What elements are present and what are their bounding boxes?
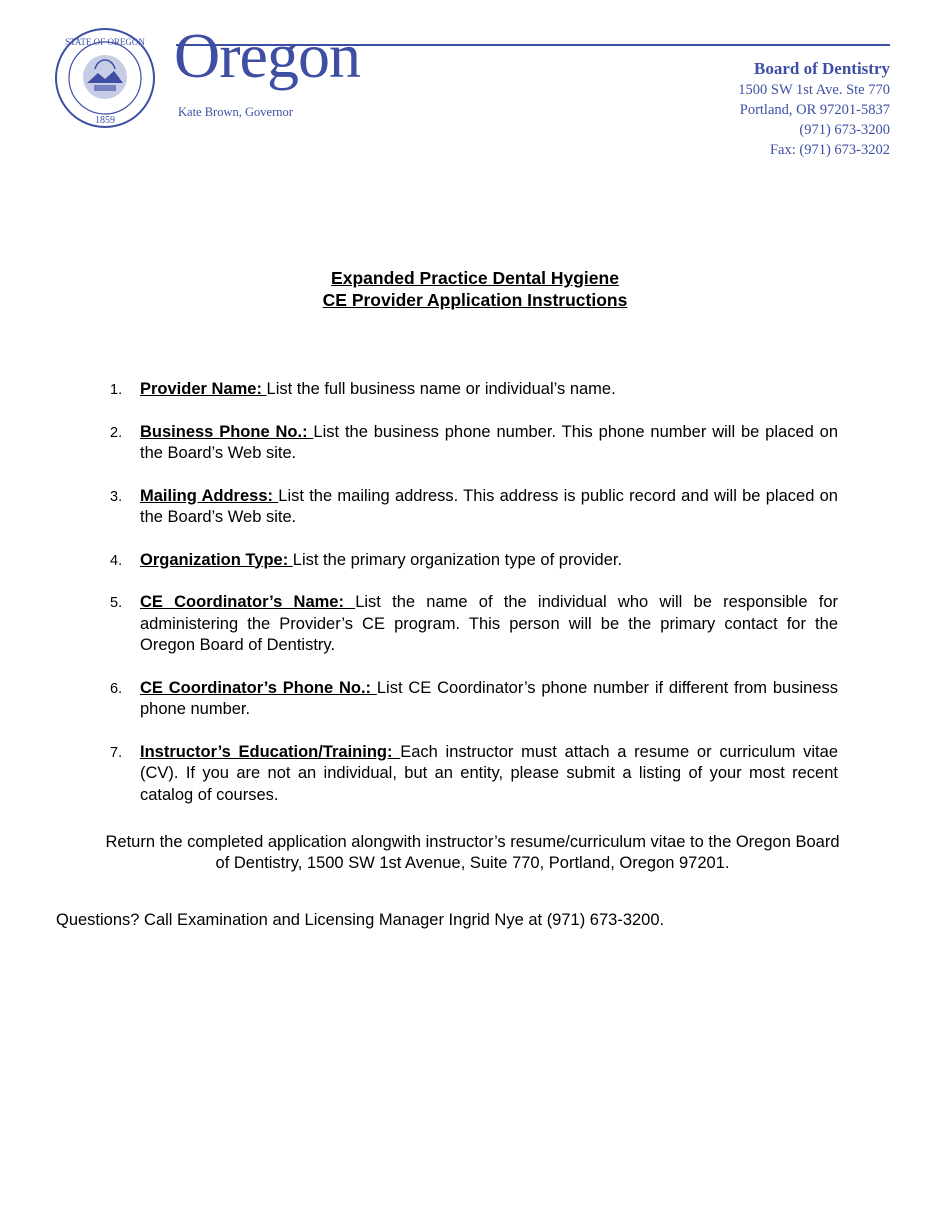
item-term: Mailing Address:: [140, 486, 279, 505]
title-line-1: Expanded Practice Dental Hygiene: [331, 268, 619, 288]
item-term: Organization Type:: [140, 550, 293, 569]
item-term: Provider Name:: [140, 380, 267, 398]
item-term: CE Coordinator’s Name:: [140, 593, 356, 611]
title-line-2: CE Provider Application Instructions: [322, 290, 628, 310]
board-contact-block: [738, 58, 890, 160]
board-name: Board of Dentistry: [754, 59, 890, 78]
list-item: [110, 422, 838, 465]
address-line-2: Portland, OR 97201-5837: [739, 102, 890, 118]
return-instructions: Return the completed application alongwith instructor’s resume/curriculum vitae to the Oregon Board of Dentistry, 1500 SW 1st Avenue, Suite 770, Portland, Oregon 97201.: [105, 833, 840, 872]
item-number: 5.: [110, 595, 123, 611]
oregon-logo: Oregon: [174, 20, 360, 91]
list-item: [110, 592, 838, 657]
item-number: 3.: [110, 488, 123, 505]
item-number: 2.: [110, 424, 123, 441]
address-line-1: 1500 SW 1st Ave. Ste 770: [738, 82, 890, 98]
item-number: 1.: [110, 382, 123, 398]
item-term: Business Phone No.:: [140, 422, 314, 441]
seal-year: 1859: [95, 115, 115, 126]
item-text: List the name of the individual who will be responsible for administering the Provider’s CE program. This person will be the primary contact for the Oregon Board of Dentistry.: [140, 593, 838, 654]
state-seal-icon: [54, 27, 156, 129]
item-text: Each instructor must attach a resume or curriculum vitae (CV). If you are not an individual, but an entity, please submit a listing of your most recent catalog of courses.: [140, 742, 838, 804]
governor-name: Kate Brown, Governor: [178, 105, 293, 119]
item-term: CE Coordinator’s Phone No.:: [140, 678, 377, 697]
board-fax: Fax: (971) 673-3202: [769, 142, 890, 158]
list-item: [110, 379, 838, 401]
item-text: List the mailing address. This address is public record and will be placed on the Board’s Web site.: [140, 486, 838, 526]
list-item: [110, 742, 838, 807]
board-phone: (971) 673-3200: [799, 122, 890, 138]
item-text: List the full business name or individual’s name.: [266, 380, 616, 398]
item-term: Instructor’s Education/Training:: [140, 742, 401, 761]
questions-contact: Questions? Call Examination and Licensing Manager Ingrid Nye at (971) 673-3200.: [56, 911, 665, 929]
item-number: 6.: [110, 680, 123, 697]
item-number: 4.: [110, 552, 123, 569]
list-item: [110, 678, 838, 721]
item-number: 7.: [110, 744, 123, 761]
item-text: List the primary organization type of provider.: [292, 550, 623, 569]
instruction-list: [110, 379, 838, 827]
document-title: [0, 267, 950, 311]
list-item: [110, 486, 838, 529]
list-item: [110, 550, 838, 572]
seal-ring-text: STATE OF OREGON: [65, 37, 145, 47]
item-text: List CE Coordinator’s phone number if different from business phone number.: [140, 678, 838, 718]
item-text: List the business phone number. This phone number will be placed on the Board’s Web site.: [140, 422, 838, 462]
